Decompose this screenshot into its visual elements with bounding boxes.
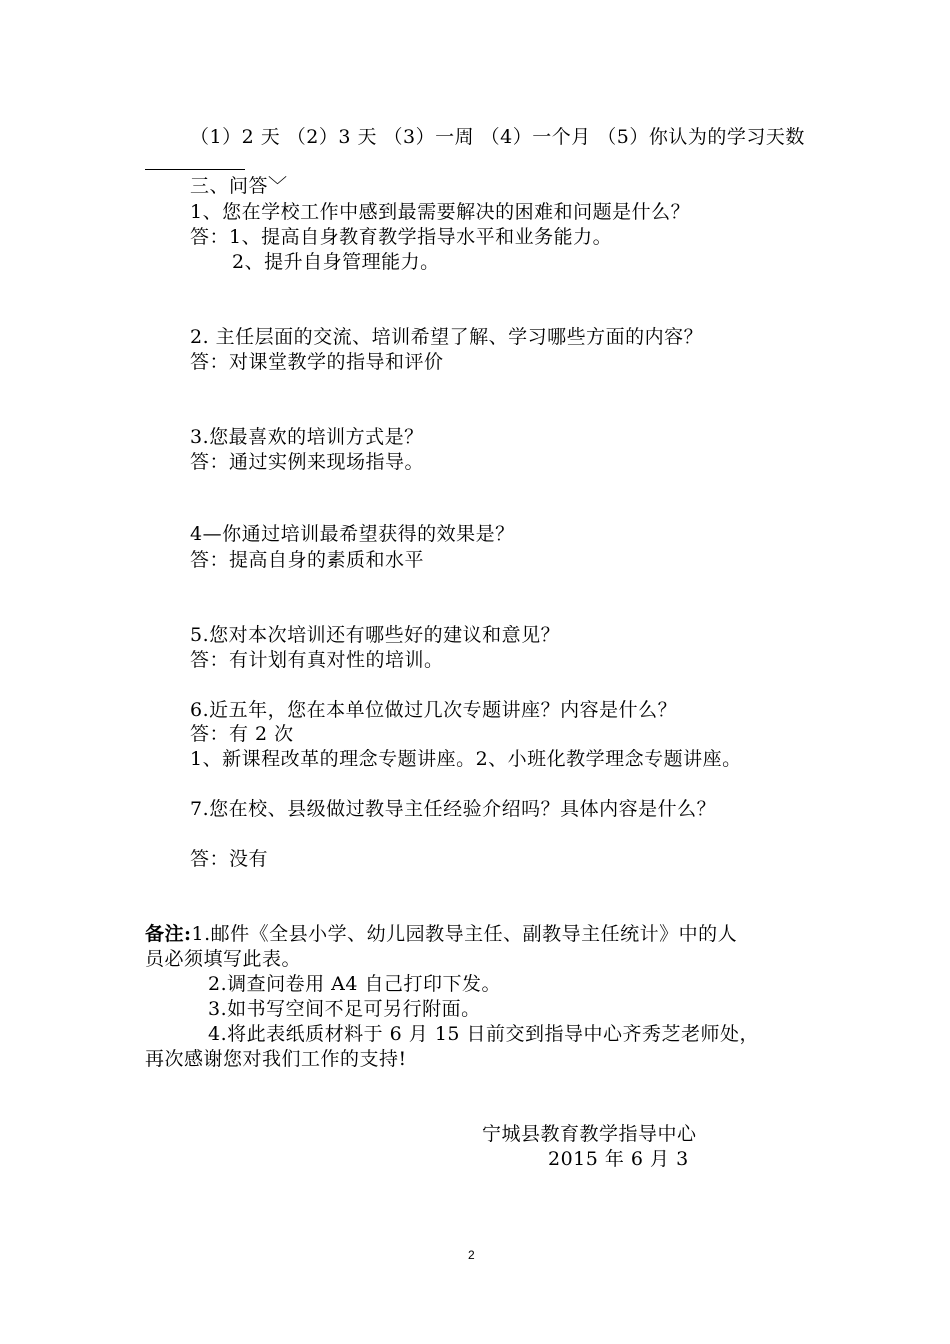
answer-2: 答：对课堂教学的指导和评价 (190, 351, 444, 373)
signature-org: 宁城县教育教学指导中心 (482, 1123, 697, 1145)
answer-6-line-2: 1、新课程改革的理念专题讲座。2、小班化教学理念专题讲座。 (190, 748, 742, 770)
notes-item-1: 1.邮件《全县小学、幼儿园教导主任、副教导主任统计》中的人 (191, 923, 738, 945)
answer-3: 答：通过实例来现场指导。 (190, 451, 425, 473)
notes-item-3: 3.如书写空间不足可另行附面。 (208, 998, 481, 1020)
notes-item-4: 4.将此表纸质材料于 6 月 15 日前交到指导中心齐秀芝老师处， (208, 1023, 760, 1045)
notes-line-1 (145, 922, 737, 946)
notes-label: 备注: (145, 923, 192, 945)
signature-date: 2015 年 6 月 3 (548, 1148, 689, 1170)
answer-1-line-1: 答：1、提高自身教育教学指导水平和业务能力。 (190, 226, 613, 248)
question-1: 1、您在学校工作中感到最需要解决的困难和问题是什么？ (190, 201, 691, 223)
notes-item-2: 2.调查问卷用 A4 自己打印下发。 (208, 973, 502, 995)
page-number: 2 (468, 1248, 475, 1262)
blank-underline (145, 169, 245, 170)
question-4: 4—你通过培训最希望获得的效果是？ (190, 523, 515, 545)
answer-5: 答：有计划有真对性的培训。 (190, 649, 444, 671)
answer-4: 答：提高自身的素质和水平 (190, 549, 425, 571)
answer-6-line-1: 答：有 2 次 (190, 723, 294, 745)
notes-item-4-cont: 再次感谢您对我们工作的支持! (145, 1048, 407, 1070)
answer-7: 答：没有 (190, 848, 269, 870)
question-7: 7.您在校、县级做过教导主任经验介绍吗？具体内容是什么？ (190, 798, 717, 820)
notes-item-1-cont: 员必须填写此表。 (145, 948, 302, 970)
section-title: 三、问答﹀ (190, 175, 288, 197)
question-6: 6.近五年，您在本单位做过几次专题讲座？内容是什么？ (190, 699, 678, 721)
answer-1-line-2: 2、提升自身管理能力。 (232, 251, 440, 273)
options-line: （1）2 天 （2）3 天 （3）一周 （4）一个月 （5）你认为的学习天数 (190, 126, 805, 148)
question-3: 3.您最喜欢的培训方式是？ (190, 426, 424, 448)
question-2: 2. 主任层面的交流、培训希望了解、学习哪些方面的内容？ (190, 326, 704, 348)
question-5: 5.您对本次培训还有哪些好的建议和意见？ (190, 624, 561, 646)
